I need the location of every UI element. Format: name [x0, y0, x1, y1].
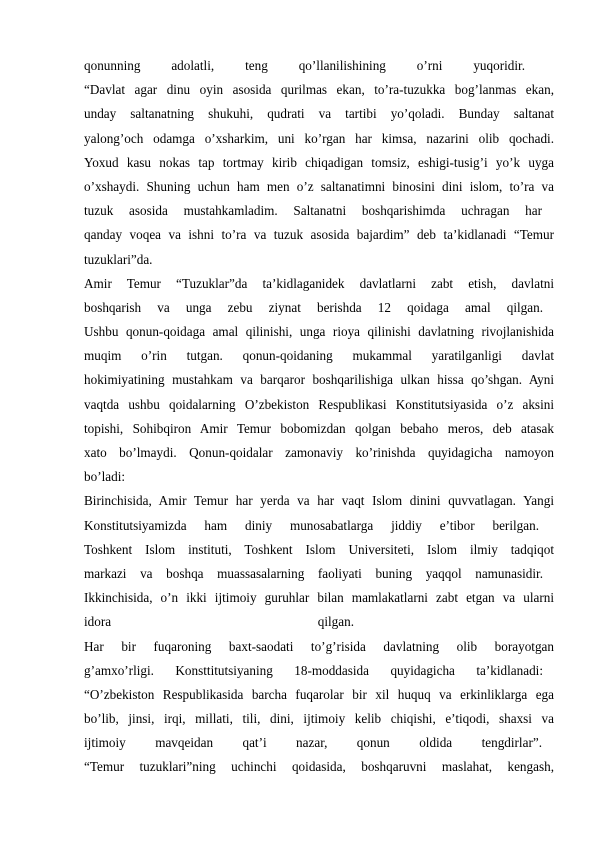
text-line: Toshkent Islom instituti, Toshkent Islom Universiteti, Islom ilmiy tadqiqot — [84, 541, 554, 557]
text-line: qanday voqea va ishni to’ra va tuzuk asosida bajardim” deb ta’kidlanadi “Temur — [84, 227, 554, 243]
text-line: yalong’och odamga o’xsharkim, uni ko’rgan har kimsa, nazarini olib qochadi. — [84, 130, 554, 146]
text-line: Har bir fuqaroning baxt-saodati to’g’risida davlatning olib borayotgan — [84, 638, 554, 654]
text-line: “Davlat agar dinu oyin asosida qurilmas ekan, to’ra-tuzukka bog’lanmas ekan, — [84, 82, 554, 98]
text-line: ijtimoiy mavqeidan qat’i nazar, qonun oldida tengdirlar”. — [84, 735, 542, 751]
text-line: Birinchisida, Amir Temur har yerda va har vaqt Islom dinini quvvatlagan. Yangi — [84, 493, 554, 509]
text-line: “O’zbekiston Respublikasida barcha fuqarolar bir xil huquq va erkinliklarga ega — [84, 686, 554, 702]
text-line: Yoxud kasu nokas tap tortmay kirib chiqadigan tomsiz, eshigi-tusig’i yo’k uyga — [84, 154, 554, 170]
text-line: hokimiyatining mustahkam va barqaror boshqarilishiga ulkan hissa qo’shgan. Ayni — [84, 372, 554, 388]
text-line: o’xshaydi. Shuning uchun ham men o’z saltanatimni binosini dini islom, to’ra va — [84, 178, 554, 194]
text-line: Amir Temur “Tuzuklar”da ta’kidlaganidek davlatlarni zabt etish, davlatni — [84, 275, 554, 291]
text-line: Ushbu qonun-qoidaga amal qilinishi, unga rioya qilinishi davlatning rivojlanishida — [84, 324, 554, 340]
text-line: qonunning adolatli, teng qo’llanilishining o’rni yuqoridir. — [84, 58, 525, 73]
text-line: boshqarish va unga zebu ziynat berishda 12 qoidaga amal qilgan. — [84, 299, 543, 315]
text-line: idora qilgan. — [84, 614, 354, 630]
text-line: bo’lib, jinsi, irqi, millati, tili, dini, ijtimoiy kelib chiqishi, e’tiqodi, shaxsi va — [84, 711, 554, 727]
text-line: markazi va boshqa muassasalarning faoliyati buning yaqqol namunasidir. — [84, 565, 543, 581]
text-line: unday saltanatning shukuhi, qudrati va tartibi yo’qoladi. Bunday saltanat — [84, 106, 554, 122]
text-line: bo’ladi: — [84, 469, 126, 485]
text-line: g’amxo’rligi. Konsttitutsiyaning 18-moddasida quyidagicha ta’kidlanadi: — [84, 662, 543, 678]
text-line: tuzuklari”da. — [84, 251, 153, 267]
text-line: “Temur tuzuklari”ning uchinchi qoidasida, boshqaruvni maslahat, kengash, — [84, 759, 554, 775]
text-line: Konstitutsiyamizda ham diniy munosabatlarga jiddiy e’tibor berilgan. — [84, 517, 539, 533]
text-line: muqim o’rin tutgan. qonun-qoidaning mukammal yaratilganligi davlat — [84, 348, 554, 364]
text-line: Ikkinchisida, o’n ikki ijtimoiy guruhlar bilan mamlakatlarni zabt etgan va ularni — [84, 590, 554, 606]
text-line: vaqtda ushbu qoidalarning O’zbekiston Respublikasi Konstitutsiyasida o’z aksini — [84, 396, 554, 412]
text-line: topishi, Sohibqiron Amir Temur bobomizdan qolgan bebaho meros, deb atasak — [84, 420, 554, 436]
body-text — [84, 54, 554, 780]
text-line: tuzuk asosida mustahkamladim. Saltanatni boshqarishimda uchragan har — [84, 203, 542, 219]
text-line: xato bo’lmaydi. Qonun-qoidalar zamonaviy ko’rinishda quyidagicha namoyon — [84, 445, 554, 460]
